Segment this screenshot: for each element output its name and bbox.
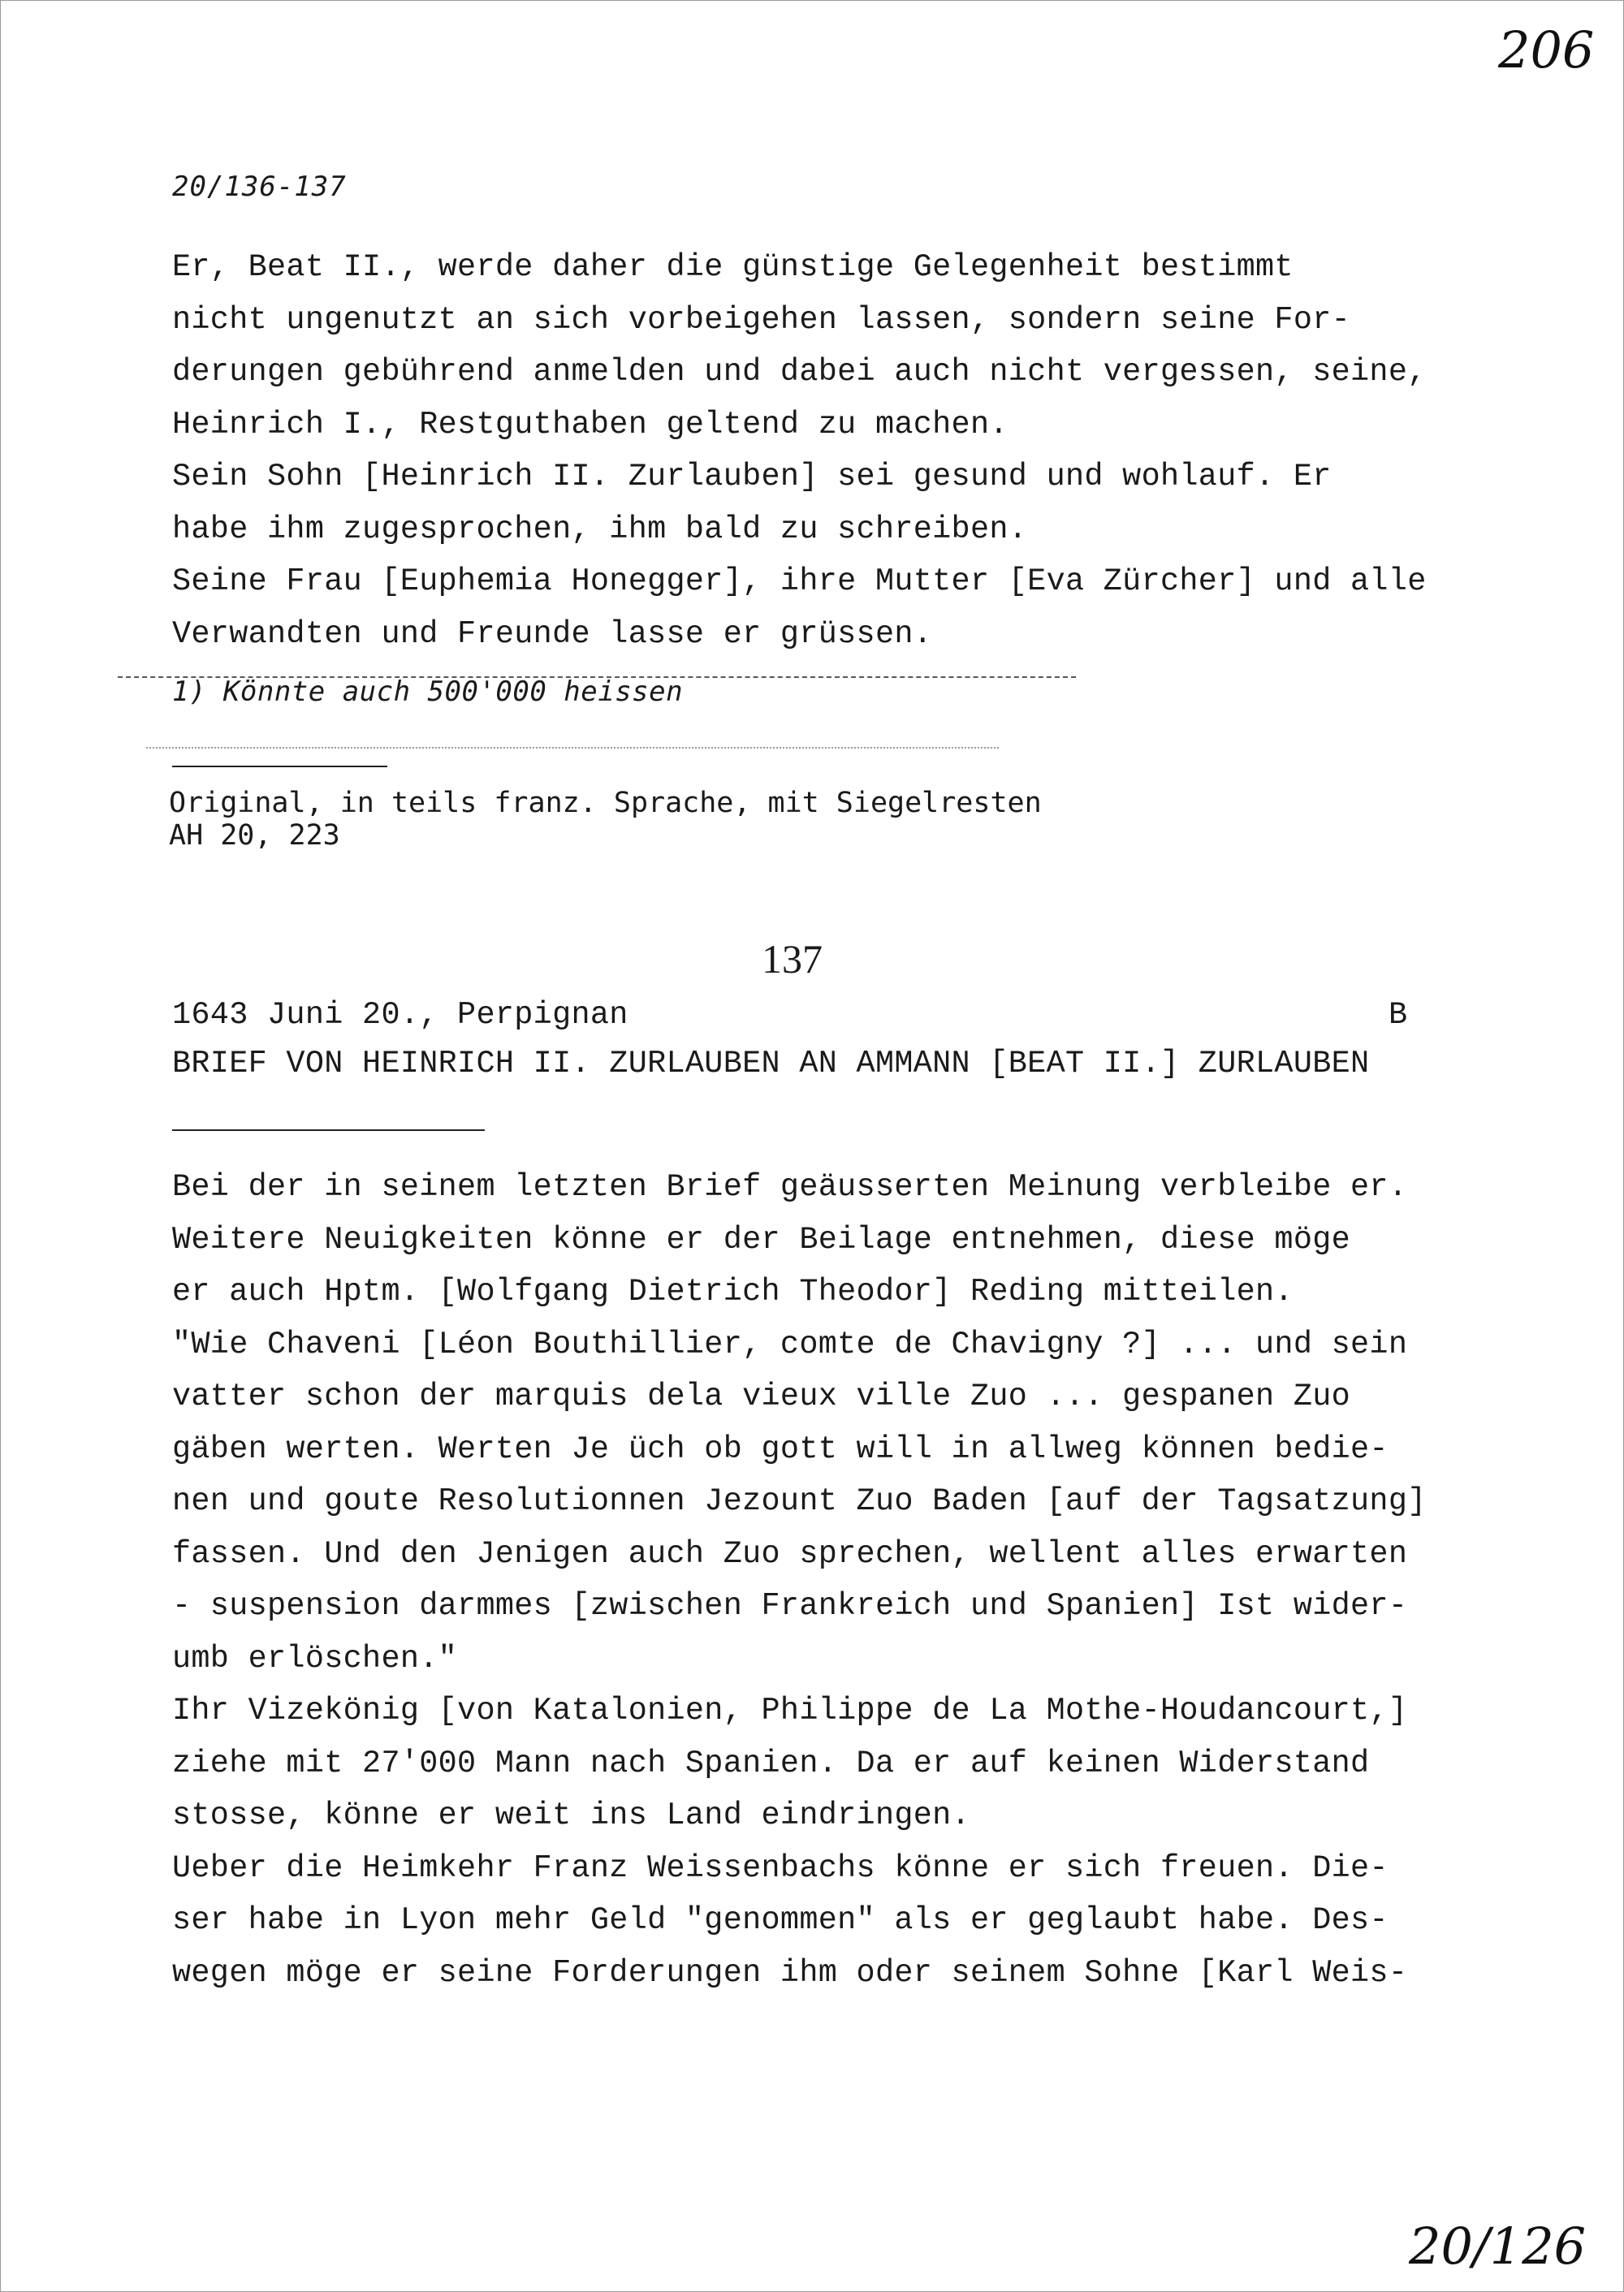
text-line: Er, Beat II., werde daher die günstige Gelegenheit bestimmt xyxy=(172,249,1294,285)
text-line: nen und goute Resolutionnen Jezount Zuo Baden [auf der Tagsatzung] xyxy=(172,1483,1427,1519)
text-line: er auch Hptm. [Wolfgang Dietrich Theodor] Reding mitteilen. xyxy=(172,1274,1294,1310)
text-line: Seine Frau [Euphemia Honegger], ihre Mutter [Eva Zürcher] und alle xyxy=(172,563,1427,599)
source-separator xyxy=(172,766,387,767)
text-line: Ihr Vizekönig [von Katalonien, Philippe de La Mothe-Houdancourt,] xyxy=(172,1693,1408,1729)
source-note: Original, in teils franz. Sprache, mit Siegelresten xyxy=(169,787,1042,819)
text-line: ser habe in Lyon mehr Geld "genommen" als er geglaubt habe. Des- xyxy=(172,1902,1389,1938)
handwritten-archive-number: 20/126 xyxy=(1409,2216,1587,2276)
entry-date-place: 1643 Juni 20., Perpignan xyxy=(172,997,628,1033)
text-line: umb erlöschen." xyxy=(172,1640,458,1677)
handwritten-page-number: 206 xyxy=(1498,20,1595,80)
text-line: Ueber die Heimkehr Franz Weissenbachs könne er sich freuen. Die- xyxy=(172,1850,1389,1886)
text-line: Sein Sohn [Heinrich II. Zurlauben] sei gesund und wohlauf. Er xyxy=(172,459,1332,494)
text-line: - suspension darmmes [zwischen Frankreich und Spanien] Ist wider- xyxy=(172,1588,1408,1624)
text-line: wegen möge er seine Forderungen ihm oder seinem Sohne [Karl Weis- xyxy=(172,1954,1408,1991)
reference-line: 20/136-137 xyxy=(172,170,347,203)
text-line: nicht ungenutzt an sich vorbeigehen lassen, sondern seine For- xyxy=(172,301,1351,338)
title-separator xyxy=(172,1129,485,1131)
text-line: vatter schon der marquis dela vieux ville Zuo ... gespanen Zuo xyxy=(172,1379,1351,1414)
footnote: 1) Könnte auch 500'000 heissen xyxy=(172,676,684,708)
previous-letter-text xyxy=(172,241,1427,660)
entry-text xyxy=(172,1161,1427,1999)
text-line: habe ihm zugesprochen, ihm bald zu schreiben. xyxy=(172,511,1028,547)
text-line: Heinrich I., Restguthaben geltend zu machen. xyxy=(172,406,1009,442)
entry-type: B xyxy=(1389,997,1408,1033)
text-line: derungen gebührend anmelden und dabei auch nicht vergessen, seine, xyxy=(172,354,1427,390)
text-line: stosse, könne er weit ins Land eindringen. xyxy=(172,1798,970,1833)
text-line: Bei der in seinem letzten Brief geäusserten Meinung verbleibe er. xyxy=(172,1169,1408,1205)
text-line: fassen. Und den Jenigen auch Zuo sprechen, wellent alles erwarten xyxy=(172,1535,1408,1572)
text-line: gäben werten. Werten Je üch ob gott will in allweg können bedie- xyxy=(172,1431,1389,1467)
archive-reference: AH 20, 223 xyxy=(169,819,340,852)
entry-title: BRIEF VON HEINRICH II. ZURLAUBEN AN AMMANN [BEAT II.] ZURLAUBEN xyxy=(172,1046,1370,1081)
text-line: ziehe mit 27'000 Mann nach Spanien. Da er auf keinen Widerstand xyxy=(172,1745,1370,1781)
text-line: Weitere Neuigkeiten könne er der Beilage entnehmen, diese möge xyxy=(172,1221,1351,1258)
text-line: Verwandten und Freunde lasse er grüssen. xyxy=(172,615,933,652)
faint-separator xyxy=(146,747,999,749)
text-line: "Wie Chaveni [Léon Bouthillier, comte de Chavigny ?] ... und sein xyxy=(172,1326,1408,1362)
entry-number: 137 xyxy=(762,936,823,982)
